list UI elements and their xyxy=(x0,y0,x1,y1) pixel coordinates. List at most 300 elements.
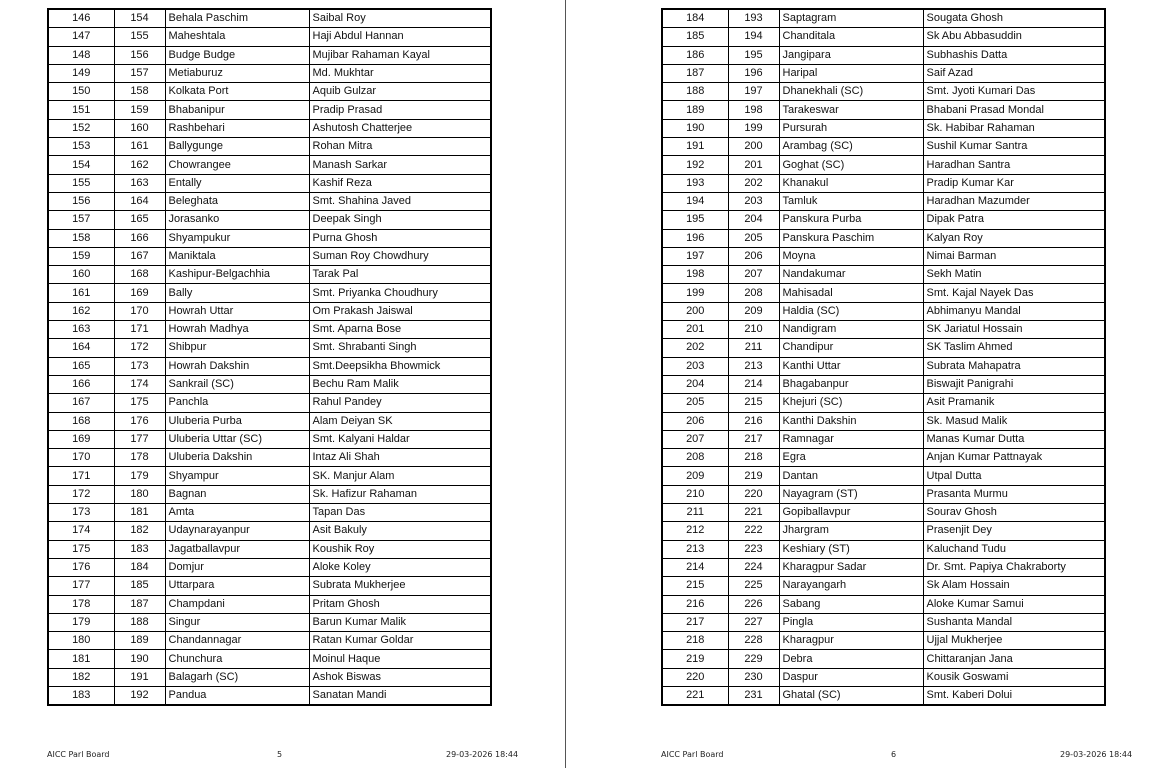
serial-number: 195 xyxy=(662,211,728,229)
table-row xyxy=(662,412,1105,430)
serial-number: 158 xyxy=(48,229,114,247)
serial-number: 203 xyxy=(662,357,728,375)
constituency-number: 160 xyxy=(114,119,165,137)
candidate-name: Intaz Ali Shah xyxy=(309,449,491,467)
constituency-name: Arambag (SC) xyxy=(779,138,923,156)
footer-page-number: 6 xyxy=(891,750,897,759)
constituency-number: 174 xyxy=(114,375,165,393)
candidate-name: Ashutosh Chatterjee xyxy=(309,119,491,137)
table-row xyxy=(48,613,491,631)
table-row xyxy=(48,522,491,540)
constituency-number: 184 xyxy=(114,558,165,576)
constituency-number: 229 xyxy=(728,650,779,668)
table-row xyxy=(662,632,1105,650)
constituency-number: 197 xyxy=(728,83,779,101)
constituency-number: 179 xyxy=(114,467,165,485)
table-row xyxy=(662,64,1105,82)
candidate-name: Utpal Dutta xyxy=(923,467,1105,485)
candidate-name: Smt. Aparna Bose xyxy=(309,321,491,339)
constituency-name: Sabang xyxy=(779,595,923,613)
candidate-name: Haji Abdul Hannan xyxy=(309,28,491,46)
constituency-name: Shibpur xyxy=(165,339,309,357)
candidate-name: Mujibar Rahaman Kayal xyxy=(309,46,491,64)
constituency-name: Chanditala xyxy=(779,28,923,46)
table-row xyxy=(48,64,491,82)
constituency-number: 185 xyxy=(114,577,165,595)
table-row xyxy=(48,430,491,448)
constituency-number: 215 xyxy=(728,394,779,412)
serial-number: 220 xyxy=(662,668,728,686)
constituency-name: Metiaburuz xyxy=(165,64,309,82)
serial-number: 204 xyxy=(662,375,728,393)
candidate-name: Aloke Kumar Samui xyxy=(923,595,1105,613)
candidate-name: Kalyan Roy xyxy=(923,229,1105,247)
constituency-number: 223 xyxy=(728,540,779,558)
serial-number: 171 xyxy=(48,467,114,485)
serial-number: 167 xyxy=(48,394,114,412)
constituency-number: 178 xyxy=(114,449,165,467)
constituency-number: 161 xyxy=(114,138,165,156)
constituency-number: 221 xyxy=(728,504,779,522)
table-row xyxy=(48,357,491,375)
serial-number: 217 xyxy=(662,613,728,631)
constituency-number: 191 xyxy=(114,668,165,686)
serial-number: 182 xyxy=(48,668,114,686)
table-row xyxy=(48,540,491,558)
constituency-number: 170 xyxy=(114,302,165,320)
candidate-name: Abhimanyu Mandal xyxy=(923,302,1105,320)
candidate-name: Om Prakash Jaiswal xyxy=(309,302,491,320)
constituency-number: 220 xyxy=(728,485,779,503)
constituency-number: 200 xyxy=(728,138,779,156)
serial-number: 190 xyxy=(662,119,728,137)
candidate-name: Pradip Prasad xyxy=(309,101,491,119)
serial-number: 184 xyxy=(662,9,728,28)
constituency-name: Howrah Madhya xyxy=(165,321,309,339)
serial-number: 219 xyxy=(662,650,728,668)
serial-number: 221 xyxy=(662,686,728,705)
serial-number: 215 xyxy=(662,577,728,595)
constituency-number: 199 xyxy=(728,119,779,137)
candidate-name: Subhashis Datta xyxy=(923,46,1105,64)
serial-number: 164 xyxy=(48,339,114,357)
constituency-number: 181 xyxy=(114,504,165,522)
candidate-name: Subrata Mahapatra xyxy=(923,357,1105,375)
candidate-name: SK. Manjur Alam xyxy=(309,467,491,485)
candidate-name: Subrata Mukherjee xyxy=(309,577,491,595)
serial-number: 178 xyxy=(48,595,114,613)
constituency-name: Maheshtala xyxy=(165,28,309,46)
constituency-number: 202 xyxy=(728,174,779,192)
constituency-number: 211 xyxy=(728,339,779,357)
serial-number: 173 xyxy=(48,504,114,522)
constituency-number: 224 xyxy=(728,558,779,576)
constituency-number: 187 xyxy=(114,595,165,613)
table-row xyxy=(48,266,491,284)
constituency-name: Pingla xyxy=(779,613,923,631)
candidate-name: Sk. Habibar Rahaman xyxy=(923,119,1105,137)
serial-number: 216 xyxy=(662,595,728,613)
constituency-name: Haldia (SC) xyxy=(779,302,923,320)
constituency-number: 156 xyxy=(114,46,165,64)
table-row xyxy=(48,28,491,46)
table-row xyxy=(48,595,491,613)
constituency-number: 216 xyxy=(728,412,779,430)
candidate-name: Pradip Kumar Kar xyxy=(923,174,1105,192)
table-row xyxy=(662,430,1105,448)
constituency-name: Sankrail (SC) xyxy=(165,375,309,393)
constituency-name: Haripal xyxy=(779,64,923,82)
table-row xyxy=(662,375,1105,393)
constituency-name: Jorasanko xyxy=(165,211,309,229)
table-row xyxy=(662,485,1105,503)
constituency-number: 155 xyxy=(114,28,165,46)
candidate-name: Smt. Kalyani Haldar xyxy=(309,430,491,448)
serial-number: 165 xyxy=(48,357,114,375)
table-row xyxy=(662,595,1105,613)
candidate-name: Rahul Pandey xyxy=(309,394,491,412)
table-row xyxy=(662,9,1105,28)
candidate-name: Moinul Haque xyxy=(309,650,491,668)
constituency-number: 168 xyxy=(114,266,165,284)
table-row xyxy=(48,284,491,302)
constituency-name: Chowrangee xyxy=(165,156,309,174)
table-row xyxy=(662,83,1105,101)
constituency-name: Kashipur-Belgachhia xyxy=(165,266,309,284)
table-row xyxy=(48,449,491,467)
constituency-name: Shyampur xyxy=(165,467,309,485)
constituency-name: Uluberia Purba xyxy=(165,412,309,430)
serial-number: 168 xyxy=(48,412,114,430)
constituency-name: Bhagabanpur xyxy=(779,375,923,393)
serial-number: 179 xyxy=(48,613,114,631)
candidate-name: Smt. Priyanka Choudhury xyxy=(309,284,491,302)
constituency-name: Gopiballavpur xyxy=(779,504,923,522)
constituency-name: Nayagram (ST) xyxy=(779,485,923,503)
serial-number: 170 xyxy=(48,449,114,467)
constituency-number: 192 xyxy=(114,686,165,705)
constituency-number: 228 xyxy=(728,632,779,650)
serial-number: 202 xyxy=(662,339,728,357)
constituency-name: Kharagpur xyxy=(779,632,923,650)
constituency-name: Moyna xyxy=(779,247,923,265)
table-row xyxy=(48,174,491,192)
constituency-name: Balagarh (SC) xyxy=(165,668,309,686)
serial-number: 207 xyxy=(662,430,728,448)
constituency-name: Howrah Dakshin xyxy=(165,357,309,375)
table-row xyxy=(48,577,491,595)
constituency-number: 165 xyxy=(114,211,165,229)
constituency-name: Pandua xyxy=(165,686,309,705)
table-row xyxy=(48,686,491,705)
constituency-name: Dantan xyxy=(779,467,923,485)
constituency-name: Uluberia Uttar (SC) xyxy=(165,430,309,448)
candidate-name: Kashif Reza xyxy=(309,174,491,192)
table-row xyxy=(662,192,1105,210)
table-row xyxy=(48,46,491,64)
serial-number: 152 xyxy=(48,119,114,137)
constituency-name: Nandakumar xyxy=(779,266,923,284)
constituency-number: 189 xyxy=(114,632,165,650)
table-row xyxy=(48,467,491,485)
candidate-name: Aloke Koley xyxy=(309,558,491,576)
constituency-name: Entally xyxy=(165,174,309,192)
table-row xyxy=(662,302,1105,320)
serial-number: 154 xyxy=(48,156,114,174)
constituency-name: Howrah Uttar xyxy=(165,302,309,320)
candidate-name: Saibal Roy xyxy=(309,9,491,28)
table-row xyxy=(48,247,491,265)
serial-number: 196 xyxy=(662,229,728,247)
table-row xyxy=(48,375,491,393)
table-row xyxy=(662,686,1105,705)
candidate-name: Haradhan Mazumder xyxy=(923,192,1105,210)
table-row xyxy=(662,321,1105,339)
serial-number: 185 xyxy=(662,28,728,46)
serial-number: 147 xyxy=(48,28,114,46)
candidate-name: Tarak Pal xyxy=(309,266,491,284)
table-row xyxy=(662,540,1105,558)
candidate-name: Haradhan Santra xyxy=(923,156,1105,174)
serial-number: 157 xyxy=(48,211,114,229)
constituency-name: Rashbehari xyxy=(165,119,309,137)
constituency-name: Bhabanipur xyxy=(165,101,309,119)
constituency-name: Kanthi Dakshin xyxy=(779,412,923,430)
constituency-name: Chandannagar xyxy=(165,632,309,650)
serial-number: 153 xyxy=(48,138,114,156)
constituency-name: Udaynarayanpur xyxy=(165,522,309,540)
constituency-number: 163 xyxy=(114,174,165,192)
candidate-name: Manash Sarkar xyxy=(309,156,491,174)
table-row xyxy=(48,229,491,247)
footer-org: AICC Parl Board xyxy=(47,750,110,759)
table-row xyxy=(662,229,1105,247)
candidate-name: Rohan Mitra xyxy=(309,138,491,156)
serial-number: 162 xyxy=(48,302,114,320)
serial-number: 155 xyxy=(48,174,114,192)
candidate-name: Aquib Gulzar xyxy=(309,83,491,101)
candidate-name: Sk. Hafizur Rahaman xyxy=(309,485,491,503)
serial-number: 166 xyxy=(48,375,114,393)
candidate-name: Bechu Ram Malik xyxy=(309,375,491,393)
constituency-number: 159 xyxy=(114,101,165,119)
constituency-name: Dhanekhali (SC) xyxy=(779,83,923,101)
constituency-number: 225 xyxy=(728,577,779,595)
table-row xyxy=(662,558,1105,576)
table-row xyxy=(662,449,1105,467)
table-row xyxy=(662,394,1105,412)
candidate-name: Deepak Singh xyxy=(309,211,491,229)
constituency-number: 230 xyxy=(728,668,779,686)
serial-number: 209 xyxy=(662,467,728,485)
candidate-name: Sushanta Mandal xyxy=(923,613,1105,631)
table-row xyxy=(662,101,1105,119)
footer-timestamp: 29-03-2026 18:44 xyxy=(1060,750,1133,759)
constituency-number: 158 xyxy=(114,83,165,101)
constituency-name: Tarakeswar xyxy=(779,101,923,119)
constituency-number: 164 xyxy=(114,192,165,210)
constituency-number: 207 xyxy=(728,266,779,284)
constituency-name: Egra xyxy=(779,449,923,467)
table-row xyxy=(662,467,1105,485)
candidate-name: SK Taslim Ahmed xyxy=(923,339,1105,357)
constituency-name: Bally xyxy=(165,284,309,302)
constituency-name: Jhargram xyxy=(779,522,923,540)
constituency-number: 226 xyxy=(728,595,779,613)
constituency-name: Goghat (SC) xyxy=(779,156,923,174)
serial-number: 160 xyxy=(48,266,114,284)
serial-number: 186 xyxy=(662,46,728,64)
candidate-table-body xyxy=(48,9,491,705)
candidate-name: Kaluchand Tudu xyxy=(923,540,1105,558)
serial-number: 161 xyxy=(48,284,114,302)
candidate-name: Purna Ghosh xyxy=(309,229,491,247)
candidate-name: Dipak Patra xyxy=(923,211,1105,229)
constituency-name: Ghatal (SC) xyxy=(779,686,923,705)
constituency-name: Jagatballavpur xyxy=(165,540,309,558)
constituency-number: 190 xyxy=(114,650,165,668)
table-row xyxy=(662,119,1105,137)
serial-number: 163 xyxy=(48,321,114,339)
constituency-name: Chunchura xyxy=(165,650,309,668)
table-row xyxy=(662,46,1105,64)
constituency-number: 195 xyxy=(728,46,779,64)
candidate-name: Ujjal Mukherjee xyxy=(923,632,1105,650)
constituency-number: 172 xyxy=(114,339,165,357)
candidate-table xyxy=(47,8,492,706)
candidate-table xyxy=(661,8,1106,706)
table-row xyxy=(48,119,491,137)
constituency-name: Budge Budge xyxy=(165,46,309,64)
candidate-table-body xyxy=(662,9,1105,705)
candidate-name: Sushil Kumar Santra xyxy=(923,138,1105,156)
table-row xyxy=(662,577,1105,595)
constituency-name: Panchla xyxy=(165,394,309,412)
serial-number: 193 xyxy=(662,174,728,192)
table-row xyxy=(48,412,491,430)
serial-number: 149 xyxy=(48,64,114,82)
candidate-name: Asit Bakuly xyxy=(309,522,491,540)
constituency-number: 231 xyxy=(728,686,779,705)
candidate-name: Smt. Kaberi Dolui xyxy=(923,686,1105,705)
serial-number: 192 xyxy=(662,156,728,174)
constituency-name: Pursurah xyxy=(779,119,923,137)
constituency-name: Tamluk xyxy=(779,192,923,210)
candidate-name: Suman Roy Chowdhury xyxy=(309,247,491,265)
serial-number: 201 xyxy=(662,321,728,339)
table-row xyxy=(662,211,1105,229)
candidate-name: Ashok Biswas xyxy=(309,668,491,686)
constituency-number: 169 xyxy=(114,284,165,302)
serial-number: 197 xyxy=(662,247,728,265)
candidate-name: Smt. Kajal Nayek Das xyxy=(923,284,1105,302)
table-row xyxy=(662,357,1105,375)
serial-number: 151 xyxy=(48,101,114,119)
constituency-number: 201 xyxy=(728,156,779,174)
candidate-name: Sk. Masud Malik xyxy=(923,412,1105,430)
table-row xyxy=(48,192,491,210)
constituency-number: 217 xyxy=(728,430,779,448)
constituency-number: 167 xyxy=(114,247,165,265)
constituency-number: 193 xyxy=(728,9,779,28)
table-row xyxy=(48,302,491,320)
constituency-number: 214 xyxy=(728,375,779,393)
serial-number: 172 xyxy=(48,485,114,503)
serial-number: 177 xyxy=(48,577,114,595)
table-row xyxy=(662,504,1105,522)
candidate-name: Smt.Deepsikha Bhowmick xyxy=(309,357,491,375)
constituency-name: Bagnan xyxy=(165,485,309,503)
constituency-number: 227 xyxy=(728,613,779,631)
table-row xyxy=(662,522,1105,540)
constituency-number: 205 xyxy=(728,229,779,247)
serial-number: 159 xyxy=(48,247,114,265)
constituency-number: 182 xyxy=(114,522,165,540)
serial-number: 199 xyxy=(662,284,728,302)
candidate-name: Barun Kumar Malik xyxy=(309,613,491,631)
footer-timestamp: 29-03-2026 18:44 xyxy=(446,750,519,759)
candidate-name: Bhabani Prasad Mondal xyxy=(923,101,1105,119)
serial-number: 206 xyxy=(662,412,728,430)
candidate-name: Biswajit Panigrahi xyxy=(923,375,1105,393)
candidate-name: Smt. Jyoti Kumari Das xyxy=(923,83,1105,101)
candidate-name: Smt. Shahina Javed xyxy=(309,192,491,210)
constituency-name: Debra xyxy=(779,650,923,668)
table-row xyxy=(662,138,1105,156)
constituency-name: Uluberia Dakshin xyxy=(165,449,309,467)
table-row xyxy=(48,101,491,119)
serial-number: 181 xyxy=(48,650,114,668)
candidate-name: Sougata Ghosh xyxy=(923,9,1105,28)
table-row xyxy=(662,613,1105,631)
constituency-name: Shyampukur xyxy=(165,229,309,247)
constituency-name: Narayangarh xyxy=(779,577,923,595)
constituency-number: 206 xyxy=(728,247,779,265)
constituency-name: Beleghata xyxy=(165,192,309,210)
serial-number: 150 xyxy=(48,83,114,101)
candidate-name: Sourav Ghosh xyxy=(923,504,1105,522)
constituency-name: Kanthi Uttar xyxy=(779,357,923,375)
serial-number: 176 xyxy=(48,558,114,576)
table-row xyxy=(662,339,1105,357)
table-row xyxy=(48,83,491,101)
document-page-5 xyxy=(0,0,565,768)
constituency-name: Keshiary (ST) xyxy=(779,540,923,558)
table-row xyxy=(48,321,491,339)
serial-number: 200 xyxy=(662,302,728,320)
constituency-number: 210 xyxy=(728,321,779,339)
table-row xyxy=(48,156,491,174)
footer-page-number: 5 xyxy=(277,750,283,759)
candidate-name: Tapan Das xyxy=(309,504,491,522)
constituency-number: 219 xyxy=(728,467,779,485)
table-row xyxy=(662,156,1105,174)
constituency-number: 176 xyxy=(114,412,165,430)
serial-number: 208 xyxy=(662,449,728,467)
constituency-name: Khejuri (SC) xyxy=(779,394,923,412)
candidate-name: Koushik Roy xyxy=(309,540,491,558)
constituency-name: Saptagram xyxy=(779,9,923,28)
candidate-name: Sanatan Mandi xyxy=(309,686,491,705)
constituency-name: Jangipara xyxy=(779,46,923,64)
constituency-number: 162 xyxy=(114,156,165,174)
constituency-number: 208 xyxy=(728,284,779,302)
constituency-number: 173 xyxy=(114,357,165,375)
constituency-name: Ramnagar xyxy=(779,430,923,448)
candidate-name: Md. Mukhtar xyxy=(309,64,491,82)
serial-number: 194 xyxy=(662,192,728,210)
serial-number: 148 xyxy=(48,46,114,64)
